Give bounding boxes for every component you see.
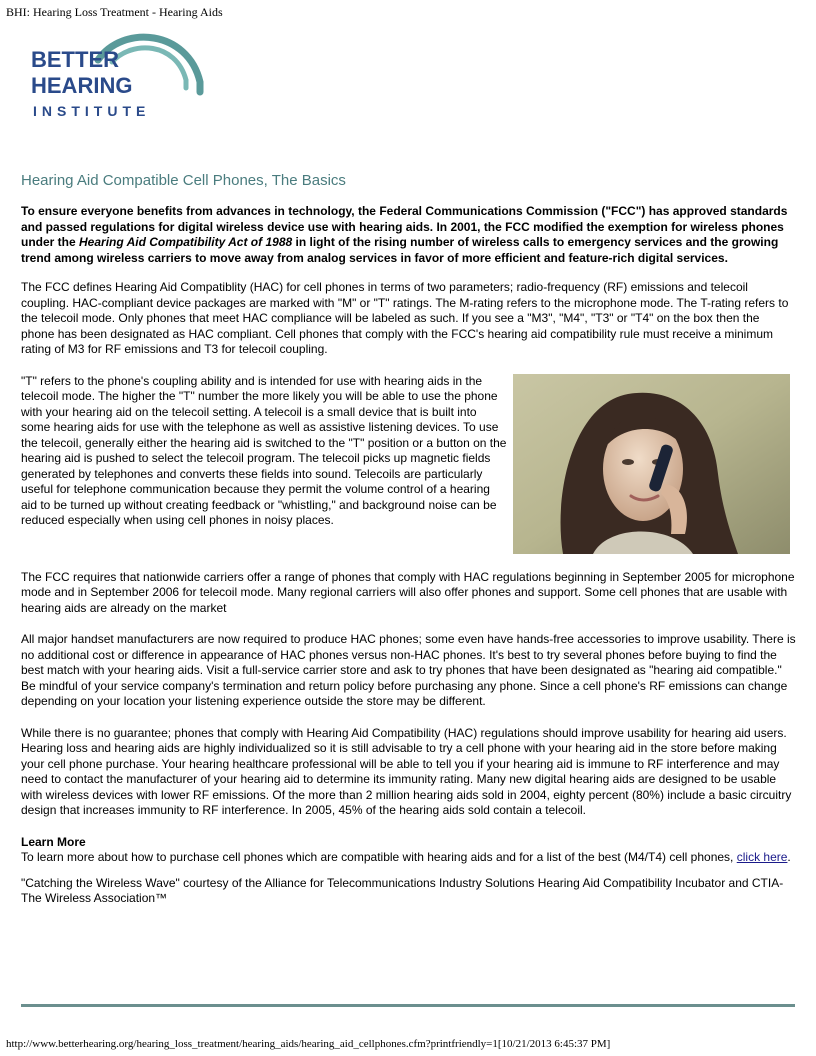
page-title: Hearing Aid Compatible Cell Phones, The Basics: [21, 172, 346, 189]
logo-line2: HEARING: [31, 73, 133, 98]
learn-more-period: .: [787, 850, 791, 864]
telecoil-section: [21, 374, 796, 554]
paragraph-carrier-requirements: The FCC requires that nationwide carriers offer a range of phones that comply with HAC regulations beginning in September 2005 for microphone mode and in September 2006 for telecoil mode. Many regional carriers will also offer phones and support. Some cell phones that are usable with hearing aids are already on the market: [21, 569, 795, 615]
footer-divider: [21, 1004, 795, 1007]
learn-more-heading: Learn More: [21, 834, 86, 849]
print-header: BHI: Hearing Loss Treatment - Hearing Aids: [6, 5, 223, 19]
paragraph-manufacturers: All major handset manufacturers are now required to produce HAC phones; some even have hands-free accessories to improve usability. There is no additional cost or difference in appearance of HAC phones versus non-HAC phones. It's best to try several phones before buying to find the best match with your hearing aids. Visit a full-service carrier store and ask to try phones that have been designated as "hearing aid compatible." Be mindful of your service company's termination and return policy before purchasing any phone. Since a cell phone's RF emissions can change depending on your location your listening experience outside the store may be different.: [21, 632, 796, 708]
learn-more-text: [21, 850, 796, 866]
learn-more-body: To learn more about how to purchase cell phones which are compatible with hearing aids and for a list of the best (M4/T4) cell phones,: [21, 850, 737, 864]
lead-part2: in light of the rising number of wireless calls to emergency services and the growing trend among wireless carriers to move away from analog services in favor of more efficient and feature-rich digital services.: [21, 235, 779, 265]
logo-line1: BETTER: [31, 47, 119, 72]
woman-on-phone-photo: [513, 374, 790, 554]
lead-act-name: Hearing Aid Compatibility Act of 1988: [79, 235, 293, 249]
paragraph-hac-definition: The FCC defines Hearing Aid Compatiblity (HAC) for cell phones in terms of two parameters; radio-frequency (RF) emissions and telecoil coupling. HAC-compliant device packages are marked with "M" or "T" ratings. The M-rating refers to the microphone mode. The T-rating refers to the telecoil mode. Only phones that meet HAC compliance will be labeled as such. If you see a "M3", "M4", "T3" or "T4" on the box then the phone has been designated as HAC compliant. Cell phones that comply with the FCC's hearing aid compatibility rule must receive a minimum rating of M3 for RF emissions and T3 for telecoil coupling.: [21, 280, 789, 356]
paragraph-telecoil: "T" refers to the phone's coupling ability and is intended for use with hearing aids in the telecoil mode. The higher the "T" number the more likely you will be able to use the phone with your hearing aid on the telecoil setting. A telecoil is a small device that is built into some hearing aids for use with the telephone as well as assistive listening devices. To use the telecoil, generally either the hearing aid is switched to the "T" position or a button on the hearing aid is pushed to select the telecoil program. The telecoil picks up magnetic fields generated by telephones and converts these fields into sound. Telecoils are particularly useful for telephone communication because they permit the volume control of a hearing aid to be turned up without creating feedback or "whistling," and background noise can be reduced especially when using cell phones in noisy places.: [21, 373, 507, 527]
click-here-link[interactable]: click here: [736, 850, 788, 864]
paragraph-no-guarantee: While there is no guarantee; phones that comply with Hearing Aid Compatibility (HAC) regulations should improve usability for hearing aid users. Hearing loss and hearing aids are highly individualized so it is still advisable to try a cell phone with your hearing aid in the store before making your cell phone purchase. Your hearing healthcare professional will be able to tell you if your hearing aid is immune to RF interference and may need to contact the manufacturer of your hearing aid to determine its immunity rating. Many new digital hearing aids are designed to be usable with wireless devices with lower RF emissions. Of the more than 2 million hearing aids sold in 2004, eighty percent (80%) include a basic circuitry design that increases immunity to RF interference. In 2005, 45% of the hearing aids sold contain a telecoil.: [21, 725, 792, 817]
lead-paragraph: [21, 204, 796, 266]
lead-part1: To ensure everyone benefits from advances in technology, the Federal Communications Commission ("FCC") has approved standards and passed regulations for digital wireless device use with hearing aids. In 2001, the FCC modified the exemption for wireless phones under the: [21, 204, 788, 249]
print-footer-url: http://www.betterhearing.org/hearing_loss_treatment/hearing_aids/hearing_aid_cellphones.cfm?printfriendly=1[10/21/2013 6:45:37 PM]: [6, 1038, 611, 1050]
better-hearing-institute-logo[interactable]: [28, 32, 208, 124]
logo-line3: INSTITUTE: [33, 103, 151, 119]
article-content: [21, 204, 796, 907]
credit-note: "Catching the Wireless Wave" courtesy of the Alliance for Telecommunications Industry Solutions Hearing Aid Compatibility Incubator and CTIA- The Wireless Association™: [21, 875, 784, 905]
